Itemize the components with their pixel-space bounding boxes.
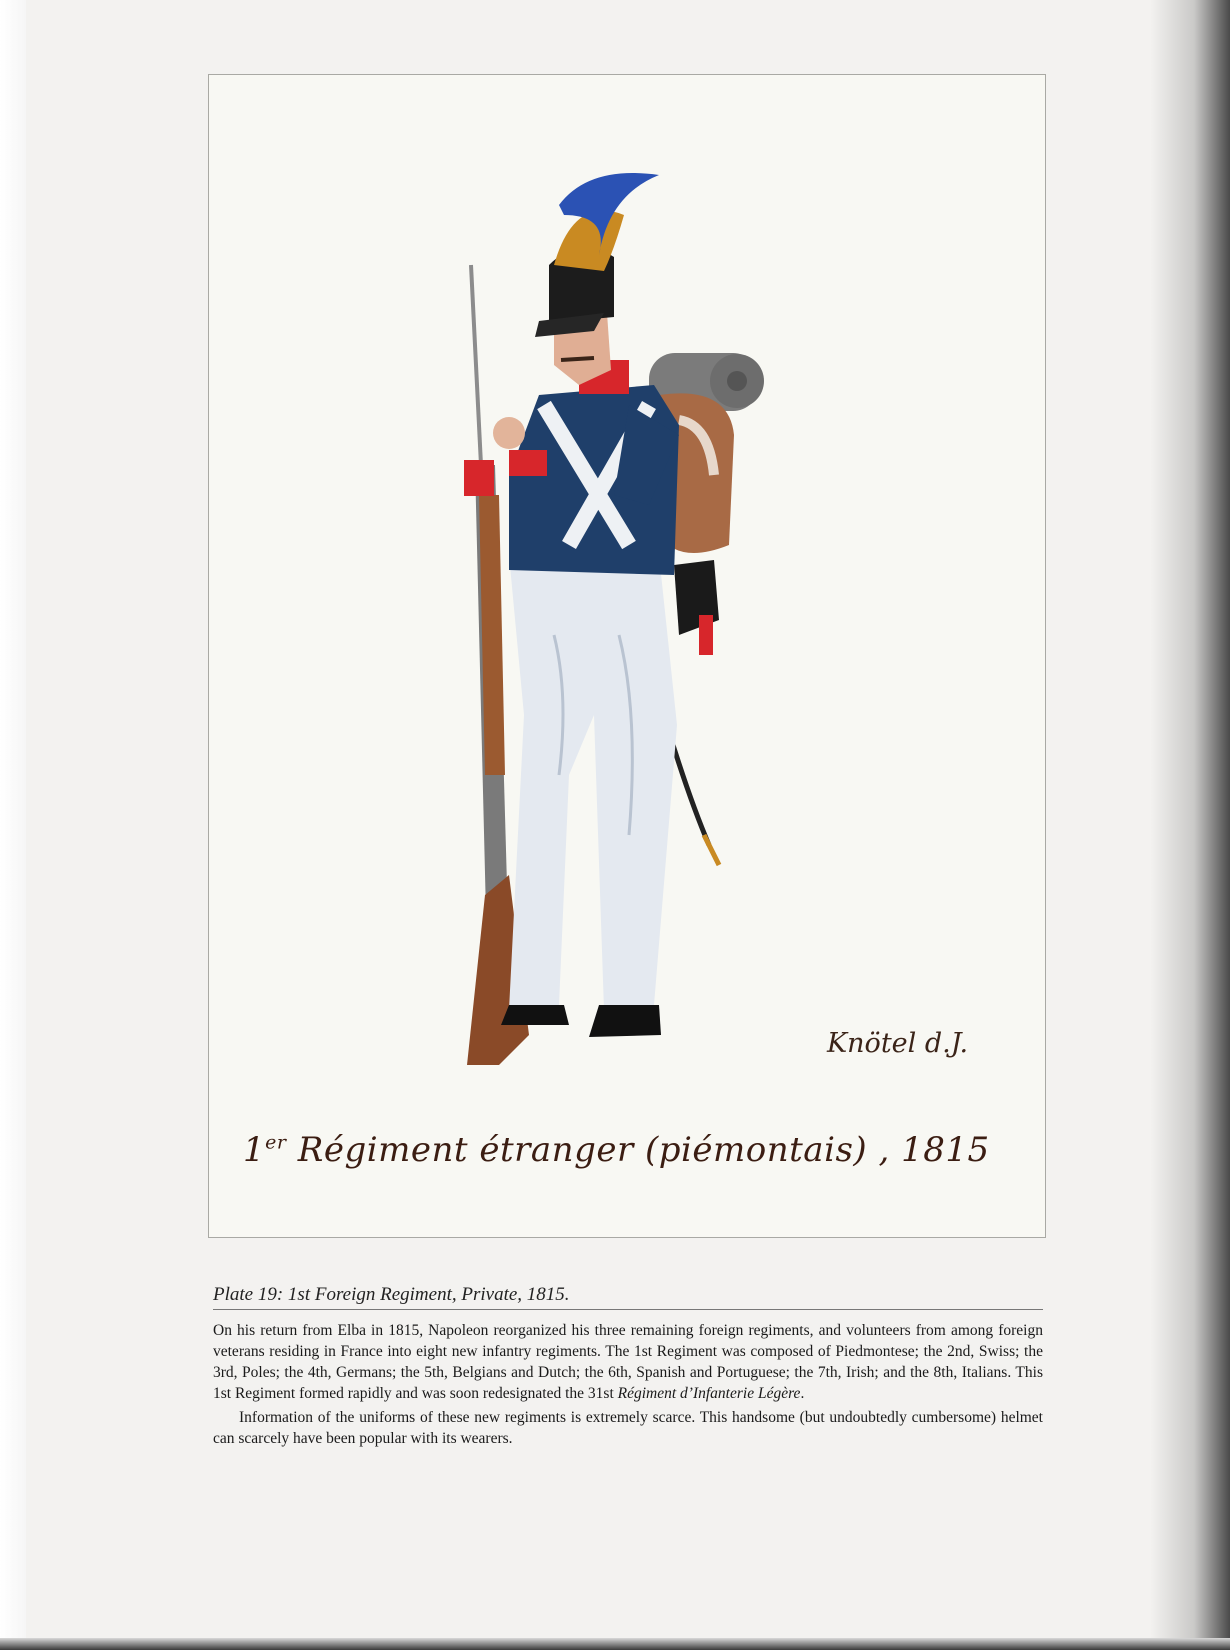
plate-caption-heading: Plate 19: 1st Foreign Regiment, Private, 1815.	[213, 1284, 1043, 1310]
paragraph-1-end: .	[800, 1385, 805, 1402]
plate-title-superscript: er	[265, 1131, 287, 1154]
paragraph-1-text: On his return from Elba in 1815, Napoleon reorganized his three remaining foreign regiments, and volunteers from among foreign veterans residing in France into eight new infantry regiments. The 1st Regiment was composed of Piedmontese; the 2nd, Swiss; the 3rd, Poles; the 4th, Germans; the 5th, Belgians and Dutch; the 6th, Spanish and Portuguese; the 7th, Irish; and the 8th, Italians. This 1st Regiment formed rapidly and was soon redesignated the 31st	[213, 1322, 1043, 1402]
trousers	[509, 555, 677, 1010]
plate-title-text: Régiment étranger (piémontais) , 1815	[286, 1130, 990, 1170]
plate-title	[243, 1130, 990, 1170]
right-shoe	[589, 1005, 661, 1037]
helmet	[535, 173, 659, 337]
soldier-illustration	[209, 75, 1046, 1238]
illustration-plate	[208, 74, 1046, 1238]
book-gutter-shadow	[1150, 0, 1230, 1650]
hands	[493, 417, 525, 449]
paragraph-2: Information of the uniforms of these new regiments is extremely scarce. This handsome (but undoubtedly cumbersome) helmet can scarcely have been popular with its wearers.	[213, 1409, 1043, 1447]
paragraph-1	[213, 1320, 1043, 1404]
page-left-margin	[0, 0, 26, 1650]
plate-title-number: 1	[243, 1130, 266, 1170]
page-bottom-edge	[0, 1638, 1230, 1650]
artist-signature: Knötel d.J.	[827, 1028, 969, 1059]
paragraph-1-italic: Régiment d’Infanterie Légère	[617, 1385, 801, 1402]
left-shoe	[501, 1005, 569, 1025]
body-text	[213, 1320, 1043, 1449]
